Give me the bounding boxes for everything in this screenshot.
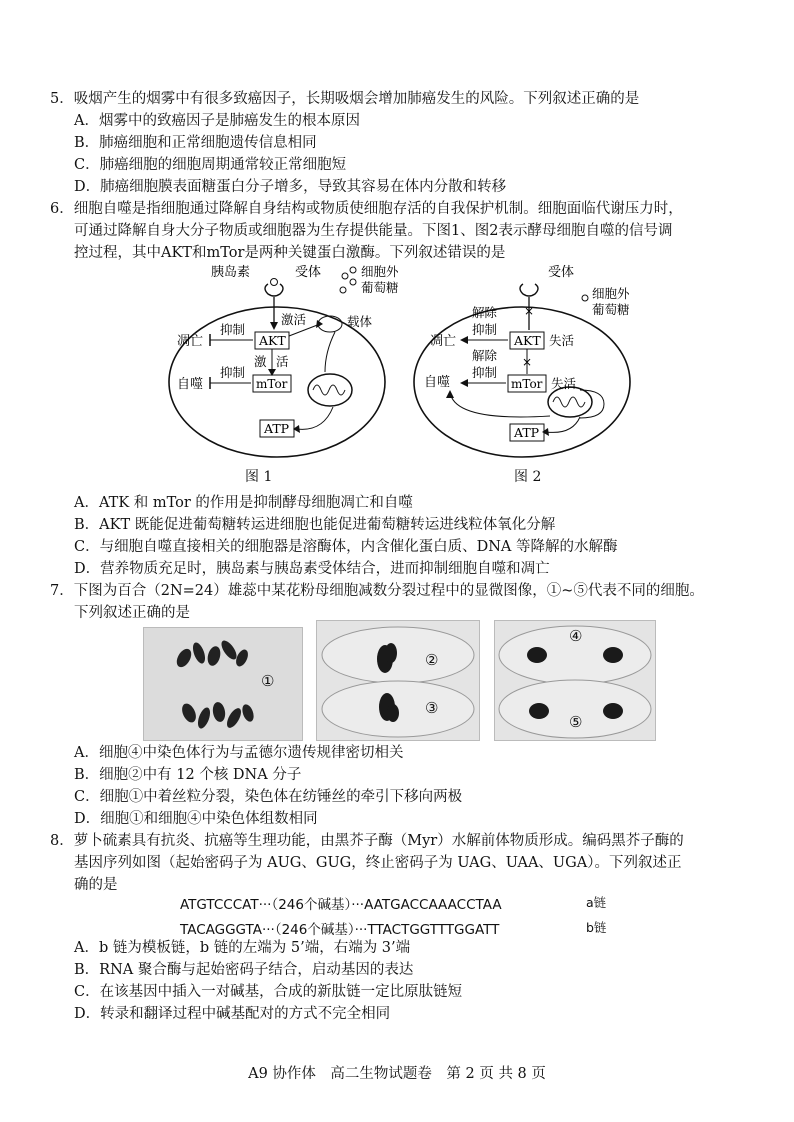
- micrograph-cells-4-5: [494, 620, 656, 741]
- fig1-inhibit2-label: 抑制: [220, 365, 246, 380]
- question-5-option-a: A．烟雾中的致癌因子是肺癌发生的根本原因: [74, 113, 360, 129]
- fig2-release2-label-2: 抑制: [472, 365, 498, 380]
- question-6-stem-line: 6．细胞自噬是指细胞通过降解自身结构或物质使细胞存活的自我保护机制。细胞面临代谢压力时，: [50, 201, 683, 217]
- cell-label-2: ②: [425, 651, 439, 669]
- question-6-stem-line: 控过程，其中AKT和mTor是两种关键蛋白激酶。下列叙述错误的是: [74, 245, 506, 261]
- question-5-option-c: C．肺癌细胞的细胞周期通常较正常细胞短: [74, 157, 347, 173]
- fig2-glucose-label-1: 细胞外: [592, 286, 630, 301]
- question-8-stem-line: 基因序列如图（起始密码子为 AUG、GUG，终止密码子为 UAG、UAA、UGA）。下列叙述正: [74, 855, 682, 871]
- fig2-inactive1-label: 失活: [549, 333, 575, 348]
- fig2-inactive2-label: 失活: [551, 376, 577, 391]
- question-8-option-d: D．转录和翻译过程中碱基配对的方式不完全相同: [74, 1006, 391, 1022]
- question-6-options: [50, 492, 750, 580]
- fig2-glucose-label-2: 葡萄糖: [592, 302, 630, 317]
- fig2-receptor-label: 受体: [548, 265, 575, 280]
- fig2-atp-label: ATP: [514, 425, 540, 440]
- question-7-stem: [50, 580, 750, 624]
- question-8-stem: [50, 830, 750, 896]
- micrograph-cell-1: [143, 627, 303, 741]
- sequence-b-strand: TACAGGGTA···（246个碱基）···TTACTGGTTTGGATT: [180, 922, 500, 938]
- fig2-release1-label-1: 解除: [472, 305, 498, 320]
- fig2-mtor-label: mTor: [511, 377, 543, 391]
- micrograph-3-drawing: [495, 621, 655, 740]
- figure-1-caption: 图 1: [245, 469, 273, 485]
- fig1-glucose-label-1: 细胞外: [361, 264, 399, 279]
- question-8-options: [50, 937, 750, 1025]
- question-7-option-a: A．细胞④中染色体行为与孟德尔遗传规律密切相关: [74, 745, 404, 761]
- fig1-inhibit-label: 抑制: [220, 322, 246, 337]
- cell-label-1: ①: [261, 672, 275, 690]
- question-7-stem-line: 7．下图为百合（2N=24）雄蕊中某花粉母细胞减数分裂过程中的显微图像，①~⑤代表不同的细胞。: [50, 583, 704, 599]
- fig2-block-mark-2: ×: [522, 355, 533, 369]
- fig2-akt-label: AKT: [514, 333, 541, 348]
- fig1-activate-label: 激活: [281, 312, 307, 327]
- sequence-a-strand: ATGTCCCAT···（246个碱基）···AATGACCAAACCTAA: [180, 897, 502, 913]
- fig1-receptor-label: 受体: [295, 265, 322, 280]
- question-8-option-c: C．在该基因中插入一对碱基，合成的新肽链一定比原肽链短: [74, 984, 463, 1000]
- fig2-block-mark: ×: [524, 304, 535, 318]
- cell-label-5: ⑤: [569, 713, 583, 731]
- question-7-option-c: C．细胞①中着丝粒分裂，染色体在纺锤丝的牵引下移向两极: [74, 789, 463, 805]
- fig1-autophagy-label: 自噬: [177, 377, 204, 392]
- fig1-insulin-label: 胰岛素: [211, 265, 251, 280]
- question-5-option-b: B．肺癌细胞和正常细胞遗传信息相同: [74, 135, 317, 151]
- question-6-stem: [50, 198, 750, 264]
- figure-2-caption: 图 2: [514, 469, 542, 485]
- fig1-activate2-label: 激: [254, 354, 267, 369]
- figure-1-diagram: [165, 262, 399, 462]
- question-8-stem-line: 确的是: [74, 877, 118, 893]
- question-6-option-d: D．营养物质充足时，胰岛素与胰岛素受体结合，进而抑制细胞自噬和凋亡: [74, 561, 550, 577]
- fig1-activate2b-label: 活: [276, 354, 289, 369]
- cell-label-4: ④: [569, 627, 583, 645]
- question-6-stem-line: 可通过降解自身大分子物质或细胞器为生存提供能量。下图1、图2表示酵母细胞自噬的信号调: [74, 223, 673, 239]
- fig2-release1-label-2: 抑制: [472, 322, 498, 337]
- question-7-options: [50, 742, 750, 830]
- fig1-apoptosis-label: 凋亡: [177, 334, 204, 349]
- question-6-option-c: C．与细胞自噬直接相关的细胞器是溶酶体，内含催化蛋白质、DNA 等降解的水解酶: [74, 539, 618, 555]
- question-5: [50, 88, 750, 198]
- question-7-option-d: D．细胞①和细胞④中染色体组数相同: [74, 811, 318, 827]
- micrograph-2-drawing: [317, 621, 479, 740]
- fig1-glucose-label-2: 葡萄糖: [361, 280, 399, 295]
- fig1-carrier-label: 载体: [347, 314, 373, 329]
- question-7-stem-line: 下列叙述正确的是: [74, 605, 190, 621]
- sequence-b-label: b链: [586, 920, 607, 935]
- question-8-stem-line: 8．萝卜硫素具有抗炎、抗癌等生理功能，由黑芥子酶（Myr）水解前体物质形成。编码黑芥子酶的: [50, 833, 684, 849]
- page-footer: A9 协作体 高二生物试题卷 第 2 页 共 8 页: [248, 1066, 546, 1082]
- question-5-option-d: D．肺癌细胞膜表面糖蛋白分子增多，导致其容易在体内分散和转移: [74, 179, 507, 195]
- fig1-mtor-label: mTor: [256, 377, 288, 391]
- question-5-stem: 5．吸烟产生的烟雾中有很多致癌因子，长期吸烟会增加肺癌发生的风险。下列叙述正确的是: [50, 91, 640, 107]
- fig2-apoptosis-label: 凋亡: [430, 334, 457, 349]
- micrograph-cells-2-3: [316, 620, 480, 741]
- fig1-akt-label: AKT: [259, 333, 286, 348]
- micrograph-1-drawing: [144, 628, 302, 740]
- question-8-option-a: A．b 链为模板链，b 链的左端为 5’端，右端为 3’端: [74, 940, 411, 956]
- question-6-option-a: A．ATK 和 mTor 的作用是抑制酵母细胞凋亡和自噬: [74, 495, 413, 511]
- question-6-option-b: B．AKT 既能促进葡萄糖转运进细胞也能促进葡萄糖转运进线粒体氧化分解: [74, 517, 556, 533]
- fig2-autophagy-label: 自噬: [424, 375, 451, 390]
- fig2-release2-label-1: 解除: [472, 348, 498, 363]
- fig1-atp-label: ATP: [264, 421, 290, 436]
- question-7-option-b: B．细胞②中有 12 个核 DNA 分子: [74, 767, 302, 783]
- figure-2-diagram: [410, 262, 640, 462]
- sequence-a-label: a链: [586, 895, 607, 910]
- question-8-option-b: B．RNA 聚合酶与起始密码子结合，启动基因的表达: [74, 962, 414, 978]
- cell-label-3: ③: [425, 699, 439, 717]
